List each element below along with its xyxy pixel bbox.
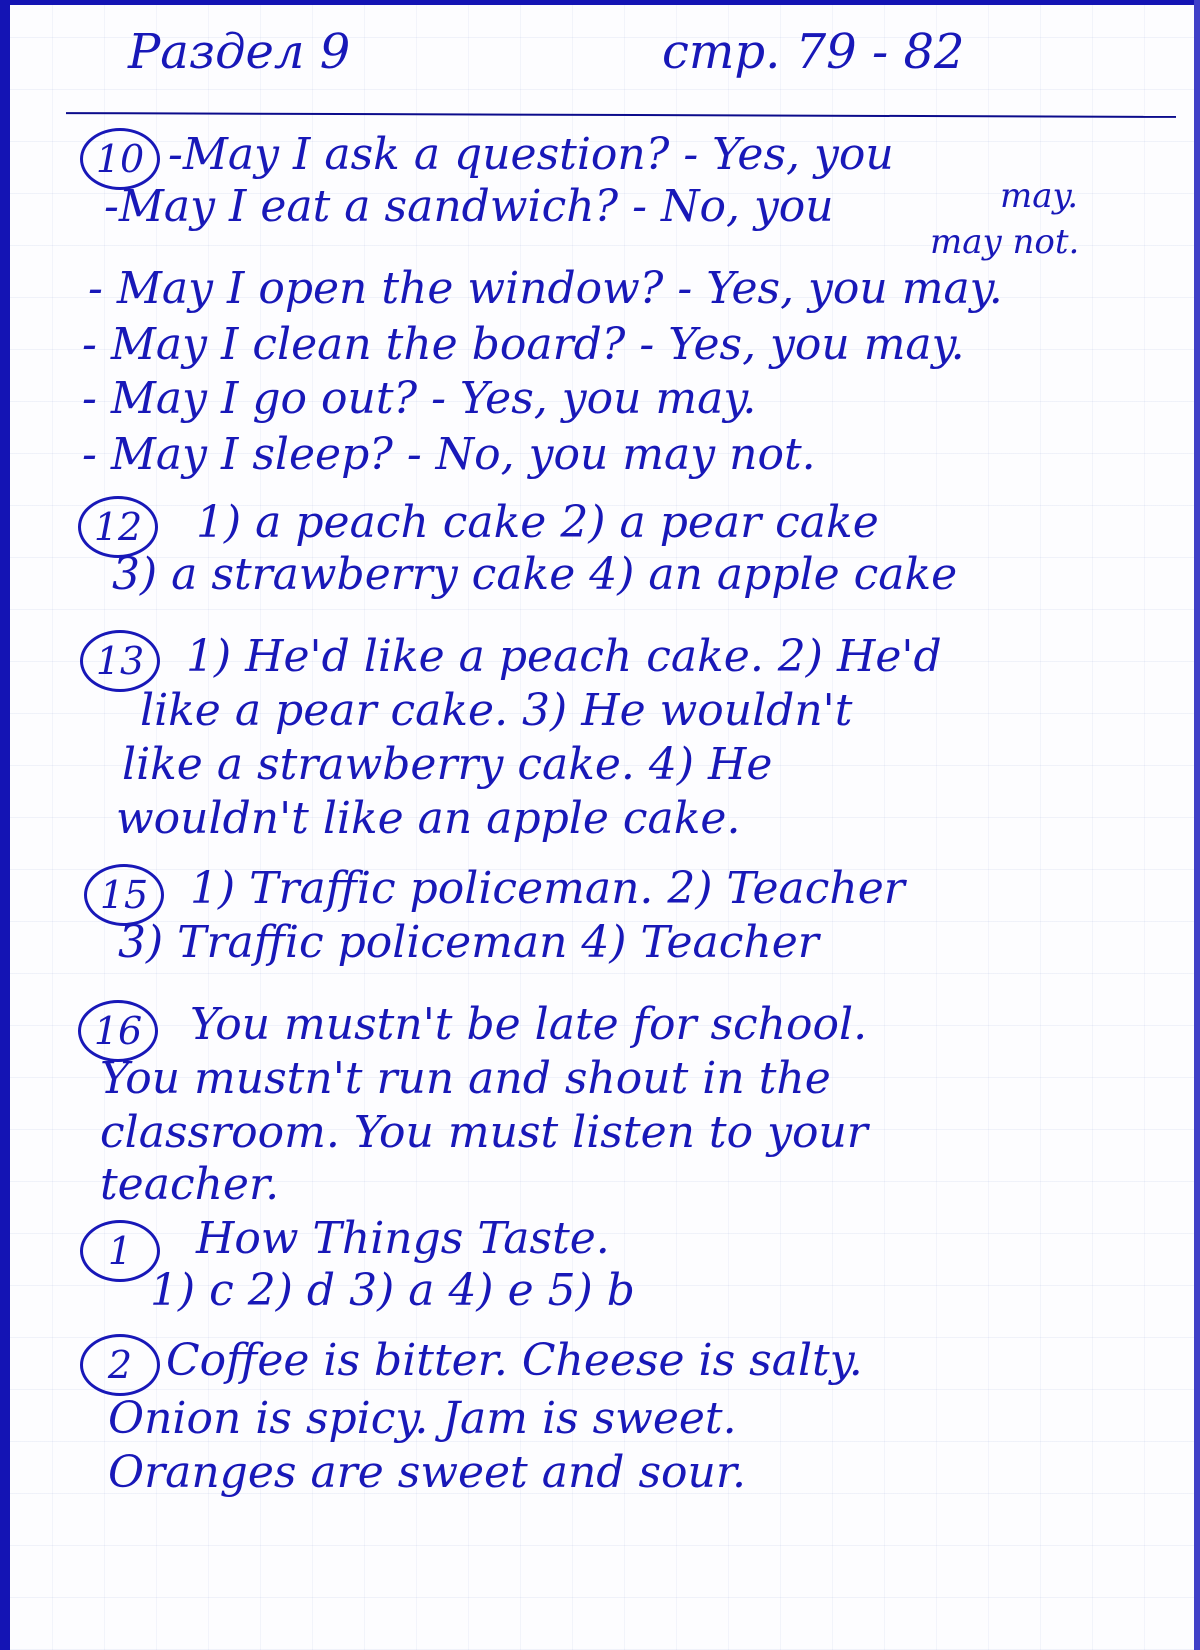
exercise-number-15: 15 bbox=[84, 864, 164, 926]
exercise-number-13: 13 bbox=[80, 630, 160, 692]
ex2-line-2: Onion is spicy. Jam is sweet. bbox=[108, 1393, 737, 1444]
ex1-title: How Things Taste. bbox=[196, 1213, 610, 1264]
ex16-line-2: You mustn't run and shout in the bbox=[100, 1053, 831, 1104]
page-edge-top bbox=[0, 0, 1200, 5]
ex15-line-2: 3) Traffic policeman 4) Teacher bbox=[118, 917, 819, 968]
ex13-line-2: like a pear cake. 3) He wouldn't bbox=[140, 685, 853, 736]
ex13-line-1: 1) He'd like a peach cake. 2) He'd bbox=[186, 631, 942, 682]
ex10-line-6: - May I sleep? - No, you may not. bbox=[82, 429, 816, 480]
ex10-line-1-end: may. bbox=[1000, 176, 1079, 216]
ex13-line-3: like a strawberry cake. 4) He bbox=[122, 739, 773, 790]
ex10-line-1: -May I ask a question? - Yes, you bbox=[168, 129, 894, 180]
exercise-number-1: 1 bbox=[80, 1220, 160, 1282]
page-edge-right bbox=[1194, 0, 1200, 1650]
ex10-line-4: - May I clean the board? - Yes, you may. bbox=[82, 319, 965, 370]
section-title: Раздел 9 bbox=[128, 24, 351, 80]
exercise-number-10: 10 bbox=[80, 128, 160, 190]
ex10-line-2-end: may not. bbox=[930, 222, 1080, 262]
exercise-number-2: 2 bbox=[80, 1334, 160, 1396]
exercise-number-12: 12 bbox=[78, 496, 158, 558]
ex12-line-1: 1) a peach cake 2) a pear cake bbox=[196, 497, 879, 548]
ex16-line-4: teacher. bbox=[100, 1159, 280, 1210]
ex12-line-2: 3) a strawberry cake 4) an apple cake bbox=[112, 549, 958, 600]
page-range: стр. 79 - 82 bbox=[662, 24, 965, 80]
ex10-line-5: - May I go out? - Yes, you may. bbox=[82, 373, 757, 424]
page-edge-left bbox=[0, 0, 10, 1650]
ex10-line-2: -May I eat a sandwich? - No, you bbox=[104, 181, 834, 232]
ex2-line-1: Coffee is bitter. Cheese is salty. bbox=[166, 1335, 863, 1386]
header-rule bbox=[66, 112, 1176, 118]
ex2-line-3: Oranges are sweet and sour. bbox=[108, 1447, 747, 1498]
ex16-line-1: You mustn't be late for school. bbox=[190, 999, 868, 1050]
ex16-line-3: classroom. You must listen to your bbox=[100, 1107, 868, 1158]
ex15-line-1: 1) Traffic policeman. 2) Teacher bbox=[190, 863, 905, 914]
ex13-line-4: wouldn't like an apple cake. bbox=[116, 793, 741, 844]
exercise-number-16: 16 bbox=[78, 1000, 158, 1062]
ex1-answers: 1) c 2) d 3) a 4) e 5) b bbox=[150, 1265, 635, 1316]
ex10-line-3: - May I open the window? - Yes, you may. bbox=[88, 263, 1003, 314]
